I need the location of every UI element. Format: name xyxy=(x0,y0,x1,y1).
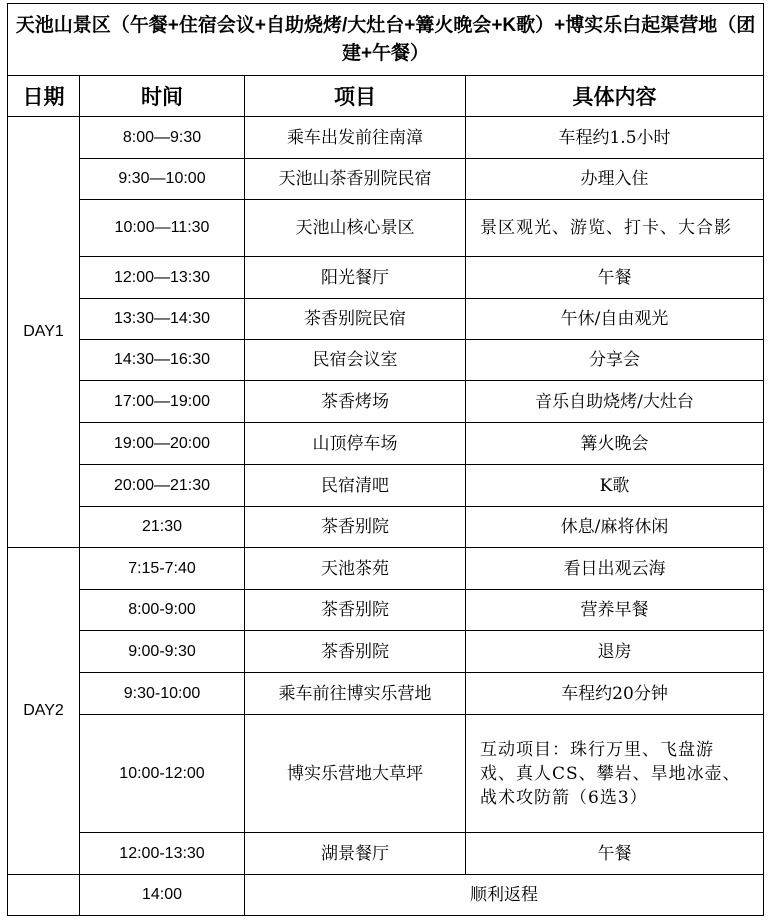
table-row xyxy=(8,381,764,423)
day1-label: DAY1 xyxy=(8,117,80,548)
project-cell: 茶香别院 xyxy=(245,590,466,631)
itinerary-title: 天池山景区（午餐+住宿会议+自助烧烤/大灶台+篝火晚会+K歌）+博实乐白起渠营地（团建+午餐） xyxy=(8,4,764,76)
itinerary-table xyxy=(7,3,764,916)
time-cell: 9:30-10:00 xyxy=(80,673,245,715)
table-row xyxy=(8,423,764,465)
time-cell: 10:00—11:30 xyxy=(80,200,245,257)
project-cell: 天池山核心景区 xyxy=(245,200,466,257)
content-cell: 看日出观云海 xyxy=(466,548,764,590)
content-cell: 午休/自由观光 xyxy=(466,299,764,340)
content-cell: 篝火晚会 xyxy=(466,423,764,465)
table-row xyxy=(8,715,764,833)
time-cell: 14:30—16:30 xyxy=(80,340,245,381)
content-cell: 车程约20分钟 xyxy=(466,673,764,715)
time-cell: 9:30—10:00 xyxy=(80,159,245,200)
table-row xyxy=(8,299,764,340)
time-cell: 20:00—21:30 xyxy=(80,465,245,507)
time-cell: 9:00-9:30 xyxy=(80,631,245,673)
time-cell: 17:00—19:00 xyxy=(80,381,245,423)
content-cell: K歌 xyxy=(466,465,764,507)
time-cell: 8:00—9:30 xyxy=(80,117,245,159)
time-cell: 7:15-7:40 xyxy=(80,548,245,590)
content-cell: 景区观光、游览、打卡、大合影 xyxy=(466,200,764,257)
time-cell: 19:00—20:00 xyxy=(80,423,245,465)
title-row xyxy=(8,4,764,76)
table-row xyxy=(8,673,764,715)
time-cell: 10:00-12:00 xyxy=(80,715,245,833)
project-cell: 山顶停车场 xyxy=(245,423,466,465)
project-cell: 茶香别院民宿 xyxy=(245,299,466,340)
project-cell: 湖景餐厅 xyxy=(245,833,466,875)
time-cell: 21:30 xyxy=(80,507,245,548)
content-cell: 办理入住 xyxy=(466,159,764,200)
project-cell: 茶香烤场 xyxy=(245,381,466,423)
return-cell: 顺利返程 xyxy=(245,875,764,916)
project-cell: 乘车前往博实乐营地 xyxy=(245,673,466,715)
header-row xyxy=(8,76,764,117)
content-cell: 午餐 xyxy=(466,833,764,875)
project-cell: 天池茶苑 xyxy=(245,548,466,590)
table-row xyxy=(8,548,764,590)
header-date: 日期 xyxy=(8,76,80,117)
table-row xyxy=(8,590,764,631)
table-row xyxy=(8,631,764,673)
project-cell: 乘车出发前往南漳 xyxy=(245,117,466,159)
table-row xyxy=(8,340,764,381)
table-row xyxy=(8,507,764,548)
content-cell: 音乐自助烧烤/大灶台 xyxy=(466,381,764,423)
time-cell: 13:30—14:30 xyxy=(80,299,245,340)
content-cell: 退房 xyxy=(466,631,764,673)
project-cell: 茶香别院 xyxy=(245,631,466,673)
project-cell: 天池山茶香别院民宿 xyxy=(245,159,466,200)
table-row xyxy=(8,833,764,875)
project-cell: 民宿清吧 xyxy=(245,465,466,507)
time-cell: 12:00-13:30 xyxy=(80,833,245,875)
day2-label: DAY2 xyxy=(8,548,80,875)
content-cell: 车程约1.5小时 xyxy=(466,117,764,159)
time-cell: 14:00 xyxy=(80,875,245,916)
header-time: 时间 xyxy=(80,76,245,117)
table-row xyxy=(8,159,764,200)
project-cell: 博实乐营地大草坪 xyxy=(245,715,466,833)
content-cell: 分享会 xyxy=(466,340,764,381)
project-cell: 阳光餐厅 xyxy=(245,257,466,299)
table-row xyxy=(8,875,764,916)
content-cell: 休息/麻将休闲 xyxy=(466,507,764,548)
time-cell: 8:00-9:00 xyxy=(80,590,245,631)
project-cell: 民宿会议室 xyxy=(245,340,466,381)
header-content: 具体内容 xyxy=(466,76,764,117)
project-cell: 茶香别院 xyxy=(245,507,466,548)
table-row xyxy=(8,465,764,507)
content-cell: 互动项目：珠行万里、飞盘游戏、真人CS、攀岩、旱地冰壶、战术攻防箭（6选3） xyxy=(466,715,764,833)
empty-date-cell xyxy=(8,875,80,916)
header-project: 项目 xyxy=(245,76,466,117)
time-cell: 12:00—13:30 xyxy=(80,257,245,299)
table-row xyxy=(8,257,764,299)
content-cell: 午餐 xyxy=(466,257,764,299)
table-row xyxy=(8,200,764,257)
content-cell: 营养早餐 xyxy=(466,590,764,631)
table-row xyxy=(8,117,764,159)
